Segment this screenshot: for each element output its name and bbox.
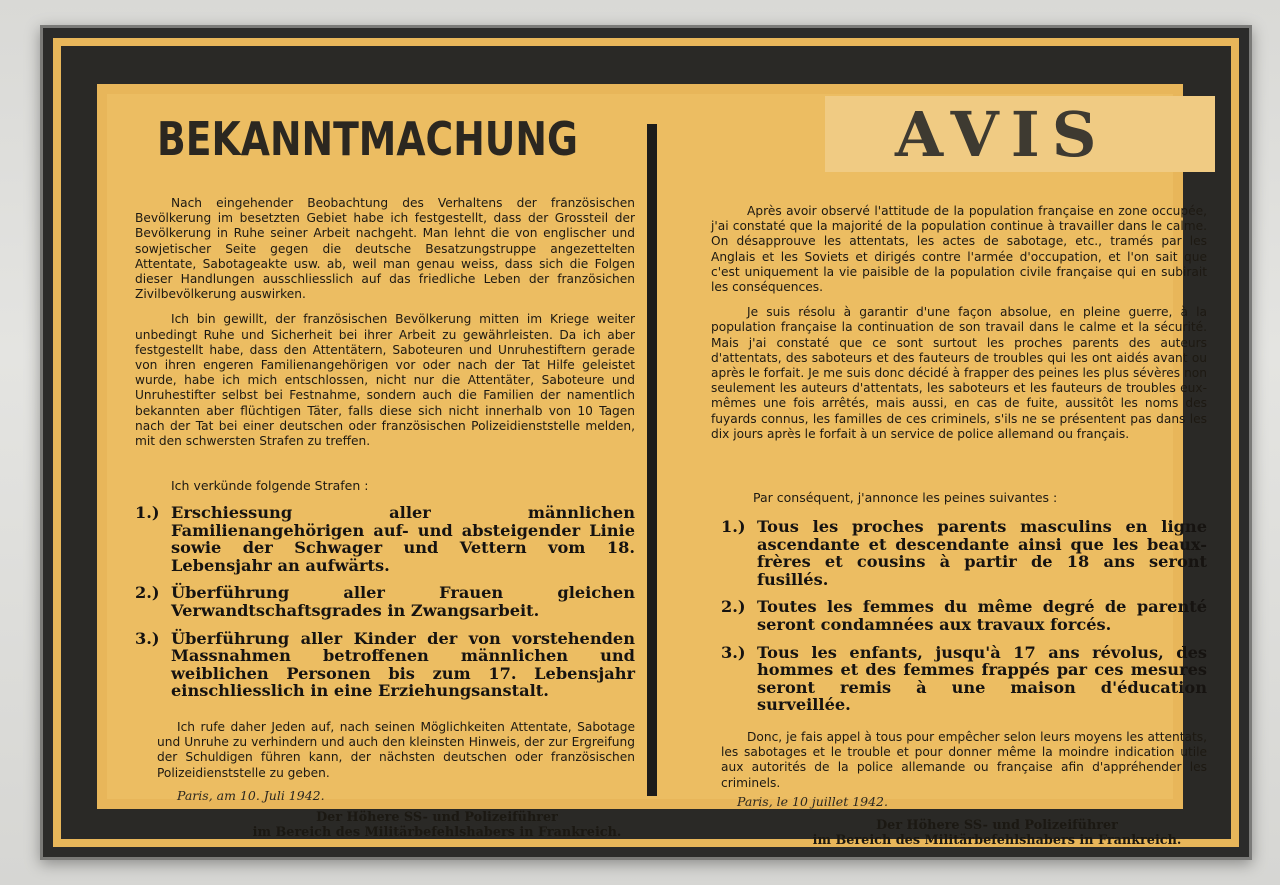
german-signature-line-2: im Bereich des Militärbefehlshabers in Frankreich. xyxy=(252,825,622,840)
german-announce: Ich verkünde folgende Strafen : xyxy=(171,478,369,493)
french-title-band xyxy=(825,96,1215,172)
french-title: AVIS xyxy=(895,98,1109,171)
french-signature-line-2: im Bereich des Militärbefehlshabers in Frankreich. xyxy=(812,833,1182,848)
french-penalty-text: Tous les enfants, jusqu'à 17 ans révolus, des hommes et des femmes frappés par ces mesures seront remis à une maison d'éducation surveillée. xyxy=(757,642,1207,715)
german-signature xyxy=(227,810,647,840)
french-penalty-text: Tous les proches parents masculins en ligne ascendante et descendante ainsi que les beaux-frères et cousins à partir de 18 ans seront fusillés. xyxy=(757,517,1207,589)
column-divider xyxy=(647,124,657,796)
german-penalty-number: 3.) xyxy=(135,628,160,648)
french-appeal: Donc, je fais appel à tous pour empêcher selon leurs moyens les attentats, les sabotages et le trouble et pour donner même la moindre indication utile aux autorités de la police allemande ou française afin d'appréhender les criminels. xyxy=(721,730,1207,790)
german-penalty-text: Überführung aller Kinder der von vorstehenden Massnahmen betroffenen männlichen und weiblichen Personen bis zum 17. Lebensjahr einschliesslich in eine Erziehungsanstalt. xyxy=(171,628,635,701)
french-penalty-item xyxy=(721,644,1207,714)
german-penalty-number: 2.) xyxy=(135,583,160,603)
german-penalty-item xyxy=(135,584,635,619)
french-penalty-number: 3.) xyxy=(721,642,746,662)
german-penalty-item xyxy=(135,630,635,700)
german-penalty-number: 1.) xyxy=(135,503,160,522)
french-intro-paragraph-1: Après avoir observé l'attitude de la population française en zone occupée, j'ai constaté que la majorité de la population continue à travailler dans le calme. On désapprouve les attentats, les actes de sabotage, etc., tramés par les Anglais et les Soviets et dirigés contre l'armée d'occupation, et l'on sait que c'est uniquement la vie paisible de la population civile française qui en subirait les conséquences. xyxy=(711,204,1207,295)
french-signature-line-1: Der Höhere SS- und Polizeiführer xyxy=(876,818,1118,833)
french-penalty-item xyxy=(721,518,1207,588)
french-announce: Par conséquent, j'annonce les peines suivantes : xyxy=(753,490,1058,505)
french-penalty-text: Toutes les femmes du même degré de parenté seront condamnées aux travaux forcés. xyxy=(757,597,1207,634)
french-signature xyxy=(787,818,1207,848)
german-penalty-text: Überführung aller Frauen gleichen Verwandtschaftsgrades in Zwangsarbeit. xyxy=(171,583,635,620)
german-intro xyxy=(135,196,635,459)
german-penalty-list xyxy=(135,504,635,710)
poster-paper xyxy=(53,38,1239,847)
french-column xyxy=(677,94,1207,848)
french-penalty-number: 1.) xyxy=(721,517,746,536)
poster-body xyxy=(107,94,1207,848)
german-intro-paragraph-2: Ich bin gewillt, der französischen Bevölkerung mitten im Kriege weiter unbedingt Ruhe und Sicherheit bei ihrer Arbeit zu gewährleisten. Da ich aber festgestellt habe, dass den Attentätern, Saboteuren und Unruhestiftern gerade von ihren engeren Familienangehörigen vor oder nach der Tat Hilfe geleistet wurde, habe ich mich entschlossen, nicht nur die Attentäter, Saboteure und Unruhestifter selbst bei Festnahme, sondern auch die Familien der namentlich bekannten aber flüchtigen Täter, falls diese sich nicht innerhalb von 10 Tagen nach der Tat bei einer deutschen oder französischen Polizeidienststelle melden, mit den schwersten Strafen zu treffen. xyxy=(135,312,635,449)
french-penalty-list xyxy=(721,518,1207,724)
german-signature-line-1: Der Höhere SS- und Polizeiführer xyxy=(316,810,558,825)
french-intro-paragraph-2: Je suis résolu à garantir d'une façon absolue, en pleine guerre, à la population française la continuation de son travail dans le calme et la sécurité. Mais j'ai constaté que ce sont surtout les proches parents des auteurs d'attentats, des saboteurs et des fauteurs de troubles qui les ont aidés avant ou après le forfait. Je me suis donc décidé à frapper des peines les plus sévères non seulement les auteurs d'attentats, les saboteurs et les fauteurs de troubles eux-mêmes une fois arrêtés, mais aussi, en cas de fuite, aussitôt les noms des fuyards connus, les familles de ces criminels, s'ils ne se présentent pas dans les dix jours après le forfait à un service de police allemand ou français. xyxy=(711,305,1207,441)
german-title: BEKANNTMACHUNG xyxy=(157,112,578,166)
french-penalty-item xyxy=(721,598,1207,633)
french-date: Paris, le 10 juillet 1942. xyxy=(737,794,888,809)
german-column xyxy=(117,94,637,840)
german-penalty-text: Erschiessung aller männlichen Familienangehörigen auf- und absteigender Linie sowie der Schwager und Vettern vom 18. Lebensjahr an aufwärts. xyxy=(171,503,635,575)
german-date: Paris, am 10. Juli 1942. xyxy=(177,788,325,803)
french-penalty-number: 2.) xyxy=(721,597,746,617)
picture-frame xyxy=(40,25,1252,860)
german-appeal: Ich rufe daher Jeden auf, nach seinen Möglichkeiten Attentate, Sabotage und Unruhe zu verhindern und auch den kleinsten Hinweis, der zur Ergreifung der Schuldigen führen kann, der nächsten deutschen oder französischen Polizeidienststelle zu geben. xyxy=(157,720,635,780)
german-intro-paragraph-1: Nach eingehender Beobachtung des Verhaltens der französischen Bevölkerung im besetzten Gebiet habe ich festgestellt, dass der Grossteil der Bevölkerung in Ruhe seiner Arbeit nachgeht. Man lehnt die von englischer und sowjetischer Seite gegen die deutsche Besatzungstruppe angezettelten Attentate, Sabotageakte usw. ab, weil man genau weiss, dass sich die Folgen dieser Handlungen ausschliesslich auf das friedliche Leben der französichen Zivilbevölkerung auswirken. xyxy=(135,196,635,302)
french-intro xyxy=(711,204,1207,452)
german-penalty-item xyxy=(135,504,635,574)
